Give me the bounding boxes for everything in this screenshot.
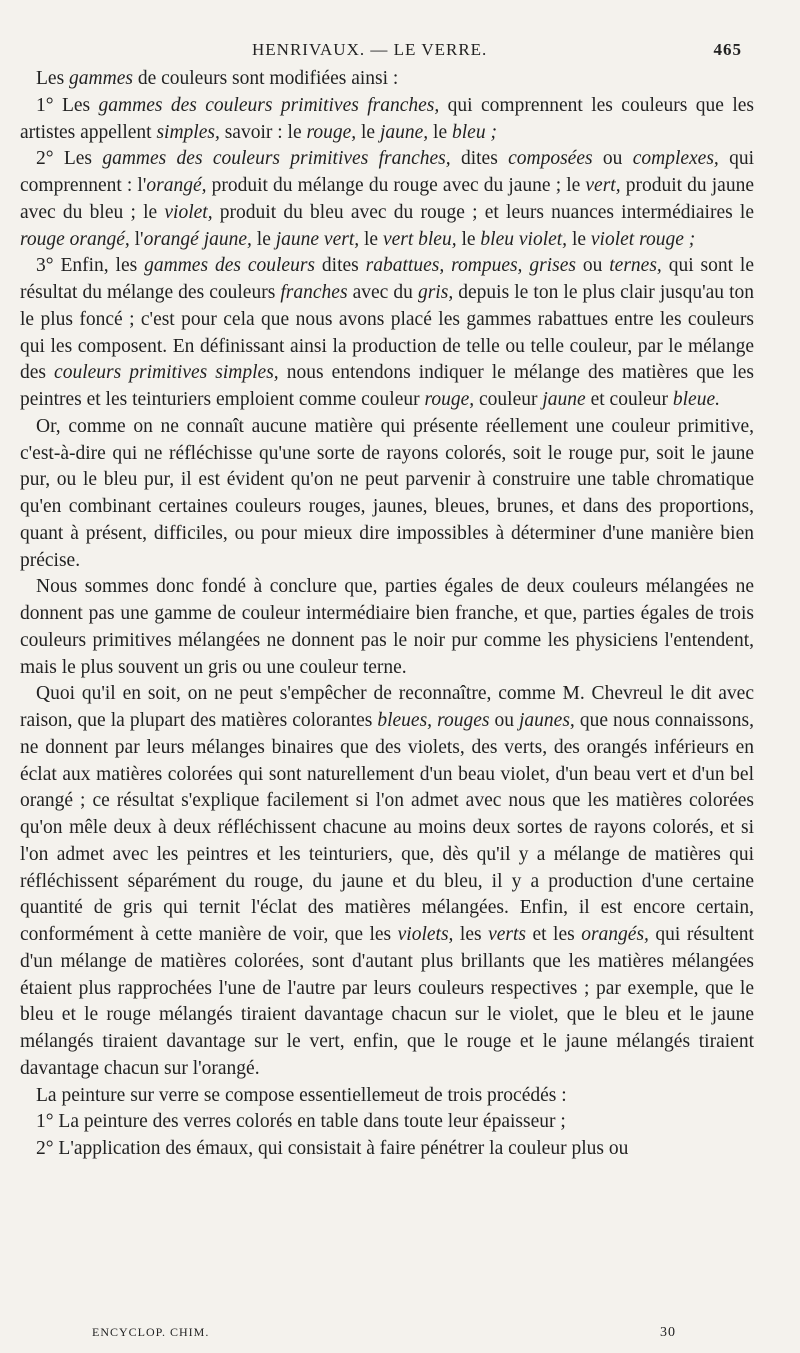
page-number: 465 [713,40,742,59]
paragraph [20,146,754,253]
text-run: 1° Les [36,94,99,116]
text-run: le [359,228,383,250]
italic-run: rouge, [424,389,475,410]
italic-run: simples, [156,121,220,143]
text-run: 2° L'application des émaux, qui consistait à faire pénétrer la couleur plus ou [36,1138,629,1159]
italic-run: jaune, [379,121,429,143]
text-run: le [251,228,276,250]
italic-run: jaune vert, [275,228,360,250]
italic-run: verts [488,924,526,945]
text-run: dites [450,148,509,170]
italic-run: violets, [397,924,454,945]
text-run: depuis le ton le plus clair jusqu'au ton le plus foncé ; c'est pour cela que nous avons placé les gammes rabattues entre les couleurs qui les composent. En définissant ainsi la production de telle ou telle couleur, par le mélange des [20,282,755,384]
italic-run: rouge orangé, [20,228,130,250]
body-text [20,66,754,1163]
italic-run: bleues, rouges [377,710,490,731]
italic-run: complexes, [632,148,719,170]
footer-sheet-number: 30 [660,1325,676,1340]
text-run: le [428,121,452,143]
text-run: et les [525,924,582,945]
text-run: savoir : le [219,121,307,143]
text-run: qui comprennent : l' [20,148,755,196]
text-run: ou [575,255,610,277]
italic-run: bleu violet, [480,228,568,250]
text-run: qui résultent d'un mélange de matières colorées, sont d'autant plus brillants que les matières mélangées étaient plus rapprochées l'une de l'autre par leurs couleurs respectives ; par exemple, que le bleu et le rouge mélangés tiraient davantage chacun sur le violet, que le bleu et le jaune mélangés tiraient davantage sur le vert, enfin, que le rouge et le jaune mélangés tiraient davantage chacun sur l'orangé. [20,924,754,1079]
italic-run: gammes des couleurs primitives franches, [102,148,451,170]
text-run: produit du mélange du rouge avec du jaune ; le [206,175,586,196]
italic-run: rouge, [306,121,357,143]
text-run: Or, comme on ne connaît aucune matière qui présente réellement une couleur primitive, c'est-à-dire qui ne réfléchisse qu'une sorte de rayons colorés, soit le rouge pur, soit le jaune pur, ou le bleu pur, il est évident qu'on ne peut parvenir à construire une table chromatique qu'en combinant certaines couleurs rouges, jaunes, bleues, brunes, et dans des proportions, quant à présent, difficiles, ou pour mieux dire impossibles à déterminer d'une manière bien précise. [20,415,754,571]
italic-run: orangés, [581,924,649,945]
italic-run: violet, [164,201,213,223]
italic-run: rabattues, rompues, grises [365,255,576,277]
paragraph [20,1083,754,1110]
footer-signature: ENCYCLOP. CHIM. [92,1325,210,1339]
italic-run: gammes [69,68,133,89]
paragraph [20,66,754,93]
text-run: ou [489,710,519,731]
text-run: le [456,228,481,250]
page-header [0,40,800,64]
text-run: La peinture sur verre se compose essentiellemeut de trois procédés : [36,1084,567,1106]
page-footer [0,1325,800,1345]
text-run: Quoi qu'il en soit, on ne peut s'empêcher de reconnaître, comme M. Chevreul le dit avec raison, que la plupart des matières colorantes [20,683,754,731]
italic-run: gris, [417,282,454,303]
running-title: HENRIVAUX. — LE VERRE. [252,40,488,59]
italic-run: gammes des couleurs primitives franches, [98,94,440,116]
italic-run: violet rouge ; [590,228,696,250]
paragraph [20,414,754,575]
text-run: Nous sommes donc fondé à conclure que, parties égales de deux couleurs mélangées ne donnent pas une gamme de couleur intermédiaire bien franche, et que, parties égales de trois couleurs primitives mélangées ne donnent pas le noir pur comme les physiciens l'entendent, mais le plus souvent un gris ou une couleur terne. [20,576,754,678]
paragraph [20,253,754,414]
text-run: 1° La peinture des verres colorés en table dans toute leur épaisseur ; [36,1111,566,1133]
paragraph [20,1136,754,1163]
italic-run: orangé jaune, [143,228,252,250]
italic-run: bleue. [672,389,720,410]
text-run: avec du [347,282,418,303]
text-run: l' [129,228,144,250]
italic-run: jaune [542,389,586,410]
text-run: dites [315,255,366,277]
paragraph [20,1109,754,1136]
italic-run: vert, [585,175,621,196]
italic-run: gammes des couleurs [144,255,316,277]
text-run: et couleur [585,389,673,410]
text-run: nous entendons indiquer le mélange des matières que les peintres et les teinturiers emploient comme couleur [20,362,754,410]
text-run: que nous connaissons, ne donnent par leurs mélanges binaires que des violets, des verts, des orangés inférieurs en éclat aux matières colorées qui sont naturellement d'un beau violet, d'un beau vert et d'un bel orangé ; ce résultat s'explique facilement si l'on admet avec nous que les matières colorées qu'on mêle deux à deux réfléchissent chacune au moins deux sortes de rayons colorés, et si l'on admet avec les peintres et les teinturiers, que, dès qu'il y a mélange de matières qui réfléchissent séparément du rouge, du jaune et du bleu, il y a production d'une certaine quantité de gris qui ternit l'éclat des matières mélangées. Enfin, il est encore certain, conformément à cette manière de voir, que les [20,710,754,945]
italic-run: orangé, [146,175,207,196]
italic-run: vert bleu, [382,228,457,250]
text-run: qui comprennent les couleurs que les artistes appellent [20,94,754,143]
text-run: les [453,924,489,945]
text-run: Les [36,68,70,89]
text-run: le [567,228,591,250]
italic-run: couleurs primitives simples, [54,362,279,384]
text-run: ou [592,148,633,170]
text-run: couleur [474,389,543,410]
italic-run: franches [280,282,348,303]
paragraph [20,681,754,1082]
paragraph [20,93,754,147]
text-run: 2° Les [36,148,103,170]
italic-run: composées [508,148,593,170]
text-run: produit du bleu avec du rouge ; et leurs nuances intermédiaires le [212,201,755,223]
text-run: 3° Enfin, les [36,255,145,277]
text-run: de couleurs sont modifiées ainsi : [132,68,399,89]
paragraph [20,574,754,681]
italic-run: bleu ; [452,121,497,143]
italic-run: jaunes, [519,710,575,731]
italic-run: ternes, [609,255,662,277]
text-run: le [356,121,380,143]
text-run: produit du jaune avec du bleu ; le [20,175,754,223]
text-run: qui sont le résultat du mélange des couleurs [20,255,754,303]
